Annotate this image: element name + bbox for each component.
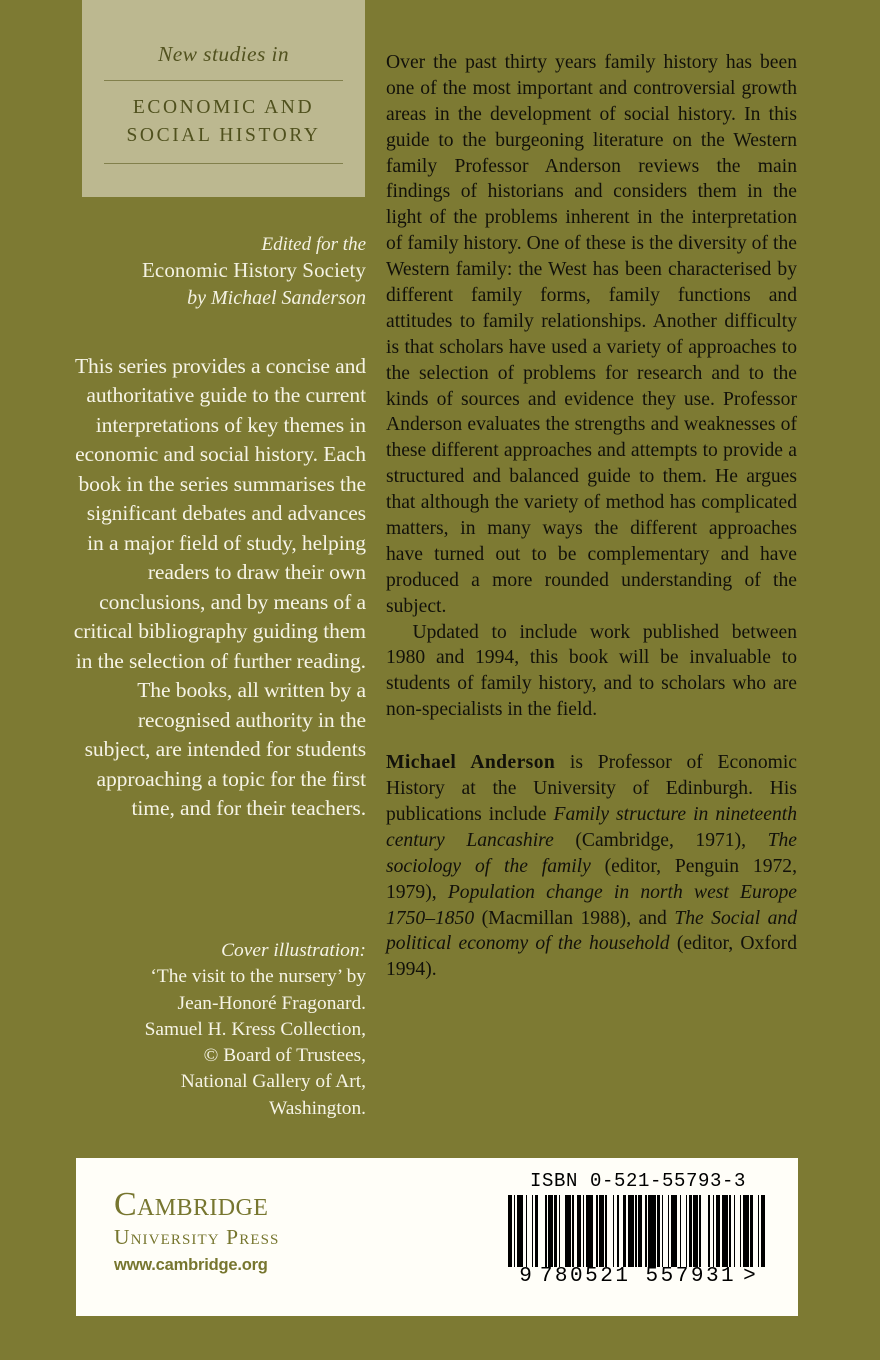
edited-by-block xyxy=(76,232,366,312)
blurb-paragraph-1: Over the past thirty years family history has been one of the most important and controversial growth areas in the development of social history. In this guide to the burgeoning literature on the Western family Professor Anderson reviews the main findings of historians and considers them in the light of the problems inherent in the interpretation of family history. One of these is the diversity of the Western family: the West has been characterised by different family forms, family functions and attitudes to family relationships. Another difficulty is that scholars have used a variety of approaches to the selection of problems for research and to the kinds of sources and evidence they use. Professor Anderson evaluates the strengths and weaknesses of these different approaches and attempts to provide a structured and balanced guide to them. He argues that although the variety of method has complicated matters, in many ways the different approaches have turned out to be complementary and have produced a more rounded understanding of the subject. xyxy=(386,52,797,617)
edited-for-label: Edited for the xyxy=(261,234,366,255)
author-name: Michael Anderson xyxy=(386,752,556,774)
cover-credit-line-3: Samuel H. Kress Collection, xyxy=(144,1018,366,1040)
barcode-arrow-glyph: > xyxy=(743,1265,757,1288)
bio-part-3: (editor, Penguin 1972, 1979), xyxy=(386,855,797,903)
series-panel-rule-top xyxy=(104,80,343,81)
bio-part-2: (Cambridge, 1971), xyxy=(553,829,768,851)
publisher-name: Cambridge xyxy=(114,1186,269,1223)
cover-credit-line-2: Jean-Honoré Fragonard. xyxy=(177,992,366,1014)
barcode-bars xyxy=(508,1195,768,1267)
footer-white-box xyxy=(76,1158,798,1316)
publisher-url[interactable]: www.cambridge.org xyxy=(114,1255,268,1274)
isbn-label: ISBN 0-521-55793-3 xyxy=(529,1170,747,1192)
series-description: This series provides a concise and authoritative guide to the current interpretations of key themes in economic and social history. Each book in the series summarises the significant debates and advances in a major field of study, helping readers to draw their own conclusions, and by means of a critical bibliography guiding them in the selection of further reading. The books, all written by a recognised authority in the subject, are intended for students approaching a topic for the first time, and for their teachers. xyxy=(73,354,366,821)
barcode-area xyxy=(508,1170,768,1288)
series-panel-title xyxy=(100,94,347,152)
cover-credit-line-1: ‘The visit to the nursery’ by xyxy=(150,966,366,988)
bio-part-1: is Professor of Economic History at the University of Edinburgh. His publications include xyxy=(386,752,797,825)
bio-part-5: (editor, Oxford 1994). xyxy=(386,933,797,981)
blurb-text xyxy=(386,50,797,983)
cover-credit-line-6: Washington. xyxy=(269,1097,366,1119)
series-panel-title-line2: SOCIAL HISTORY xyxy=(126,125,321,147)
barcode-digits xyxy=(508,1265,768,1288)
blurb-paragraph-2: Updated to include work published between 1980 and 1994, this book will be invaluable to students of family history, and to scholars who are non-specialists in the field. xyxy=(386,621,797,721)
author-bio xyxy=(386,750,797,983)
barcode-digits-main: 780521 557931 xyxy=(539,1265,737,1288)
cover-credit-heading: Cover illustration: xyxy=(221,940,366,961)
series-panel-rule-bottom xyxy=(104,163,343,164)
series-panel xyxy=(82,0,365,197)
cover-illustration-credit xyxy=(72,938,366,1122)
bio-title-3: Population change in north west Europe 1750–1850 xyxy=(386,881,797,929)
bio-title-1: Family structure in nineteenth century Lancashire xyxy=(386,803,797,851)
cover-credit-line-4: © Board of Trustees, xyxy=(203,1045,366,1067)
series-panel-title-line1: ECONOMIC AND xyxy=(132,96,315,118)
bio-title-2: The sociology of the family xyxy=(386,829,797,877)
publisher-logo xyxy=(114,1188,279,1273)
edited-society-name: Economic History Society xyxy=(141,258,366,283)
cover-credit-line-5: National Gallery of Art, xyxy=(180,1071,366,1093)
bio-part-4: (Macmillan 1988), and xyxy=(474,907,675,929)
publisher-subtitle: University Press xyxy=(114,1225,280,1249)
bio-title-4: The Social and political economy of the household xyxy=(386,907,797,955)
edited-editor-name: by Michael Sanderson xyxy=(187,286,366,309)
barcode-digit-left: 9 xyxy=(519,1265,533,1288)
series-panel-line1: New studies in xyxy=(157,42,290,66)
